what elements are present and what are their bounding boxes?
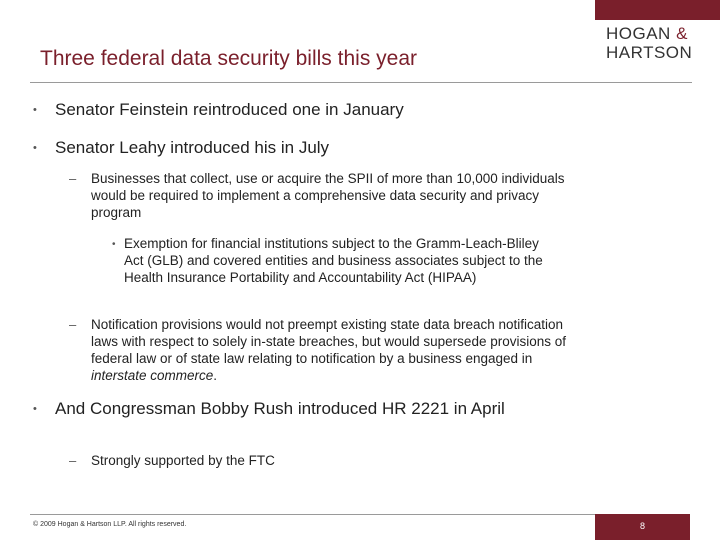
footer-divider (30, 514, 595, 515)
sub-bullet-text: Businesses that collect, use or acquire the SPII of more than 10,000 individuals would be required to implement a comprehensive data security and privacy program (91, 171, 565, 220)
bullet-text: And Congressman Bobby Rush introduced HR 2221 in April (55, 399, 505, 418)
bullet-item-2 (33, 137, 675, 158)
sub-bullet-2-2 (69, 316, 581, 384)
dash-marker: – (69, 453, 77, 468)
bullet-item-1 (33, 99, 675, 120)
sub-sub-bullet-2-1-1 (112, 235, 544, 286)
bullet-text: Senator Leahy introduced his in July (55, 138, 330, 157)
company-logo (606, 24, 716, 62)
sub-bullet-text: Strongly supported by the FTC (91, 453, 275, 468)
bullet-item-3 (33, 398, 555, 419)
bullet-marker: • (33, 403, 37, 415)
bullet-marker: • (33, 142, 37, 154)
copyright-notice: © 2009 Hogan & Hartson LLP. All rights reserved. (33, 521, 187, 528)
sub-bullet-text: Notification provisions would not preempt existing state data breach notification laws with respect to solely in-state breaches, but would supersede provisions of federal law or of state law relating to notification by a business engaged in (91, 317, 566, 366)
bullet-marker: • (33, 104, 37, 116)
dash-marker: – (69, 171, 77, 186)
bullet-text: Senator Feinstein reintroduced one in January (55, 100, 404, 119)
brand-bar (595, 0, 720, 20)
logo-line-2: HARTSON (606, 43, 693, 62)
sub-bullet-2-1 (69, 170, 581, 221)
sub-bullet-3-1 (69, 452, 581, 469)
dash-marker: – (69, 317, 77, 332)
slide-title: Three federal data security bills this year (40, 47, 418, 70)
logo-line-1: HOGAN (606, 24, 671, 43)
sub-bullet-text-end: . (213, 368, 218, 383)
page-number: 8 (639, 521, 645, 531)
bullet-marker: • (112, 239, 116, 250)
sub-sub-bullet-text: Exemption for financial institutions subject to the Gramm-Leach-Bliley Act (GLB) and covered entities and business associates subject to the Health Insurance Portability and Accountability Act (HIPAA) (124, 236, 543, 285)
title-divider (30, 82, 692, 83)
emphasized-text: interstate commerce (91, 368, 214, 383)
logo-ampersand: & (676, 24, 688, 43)
